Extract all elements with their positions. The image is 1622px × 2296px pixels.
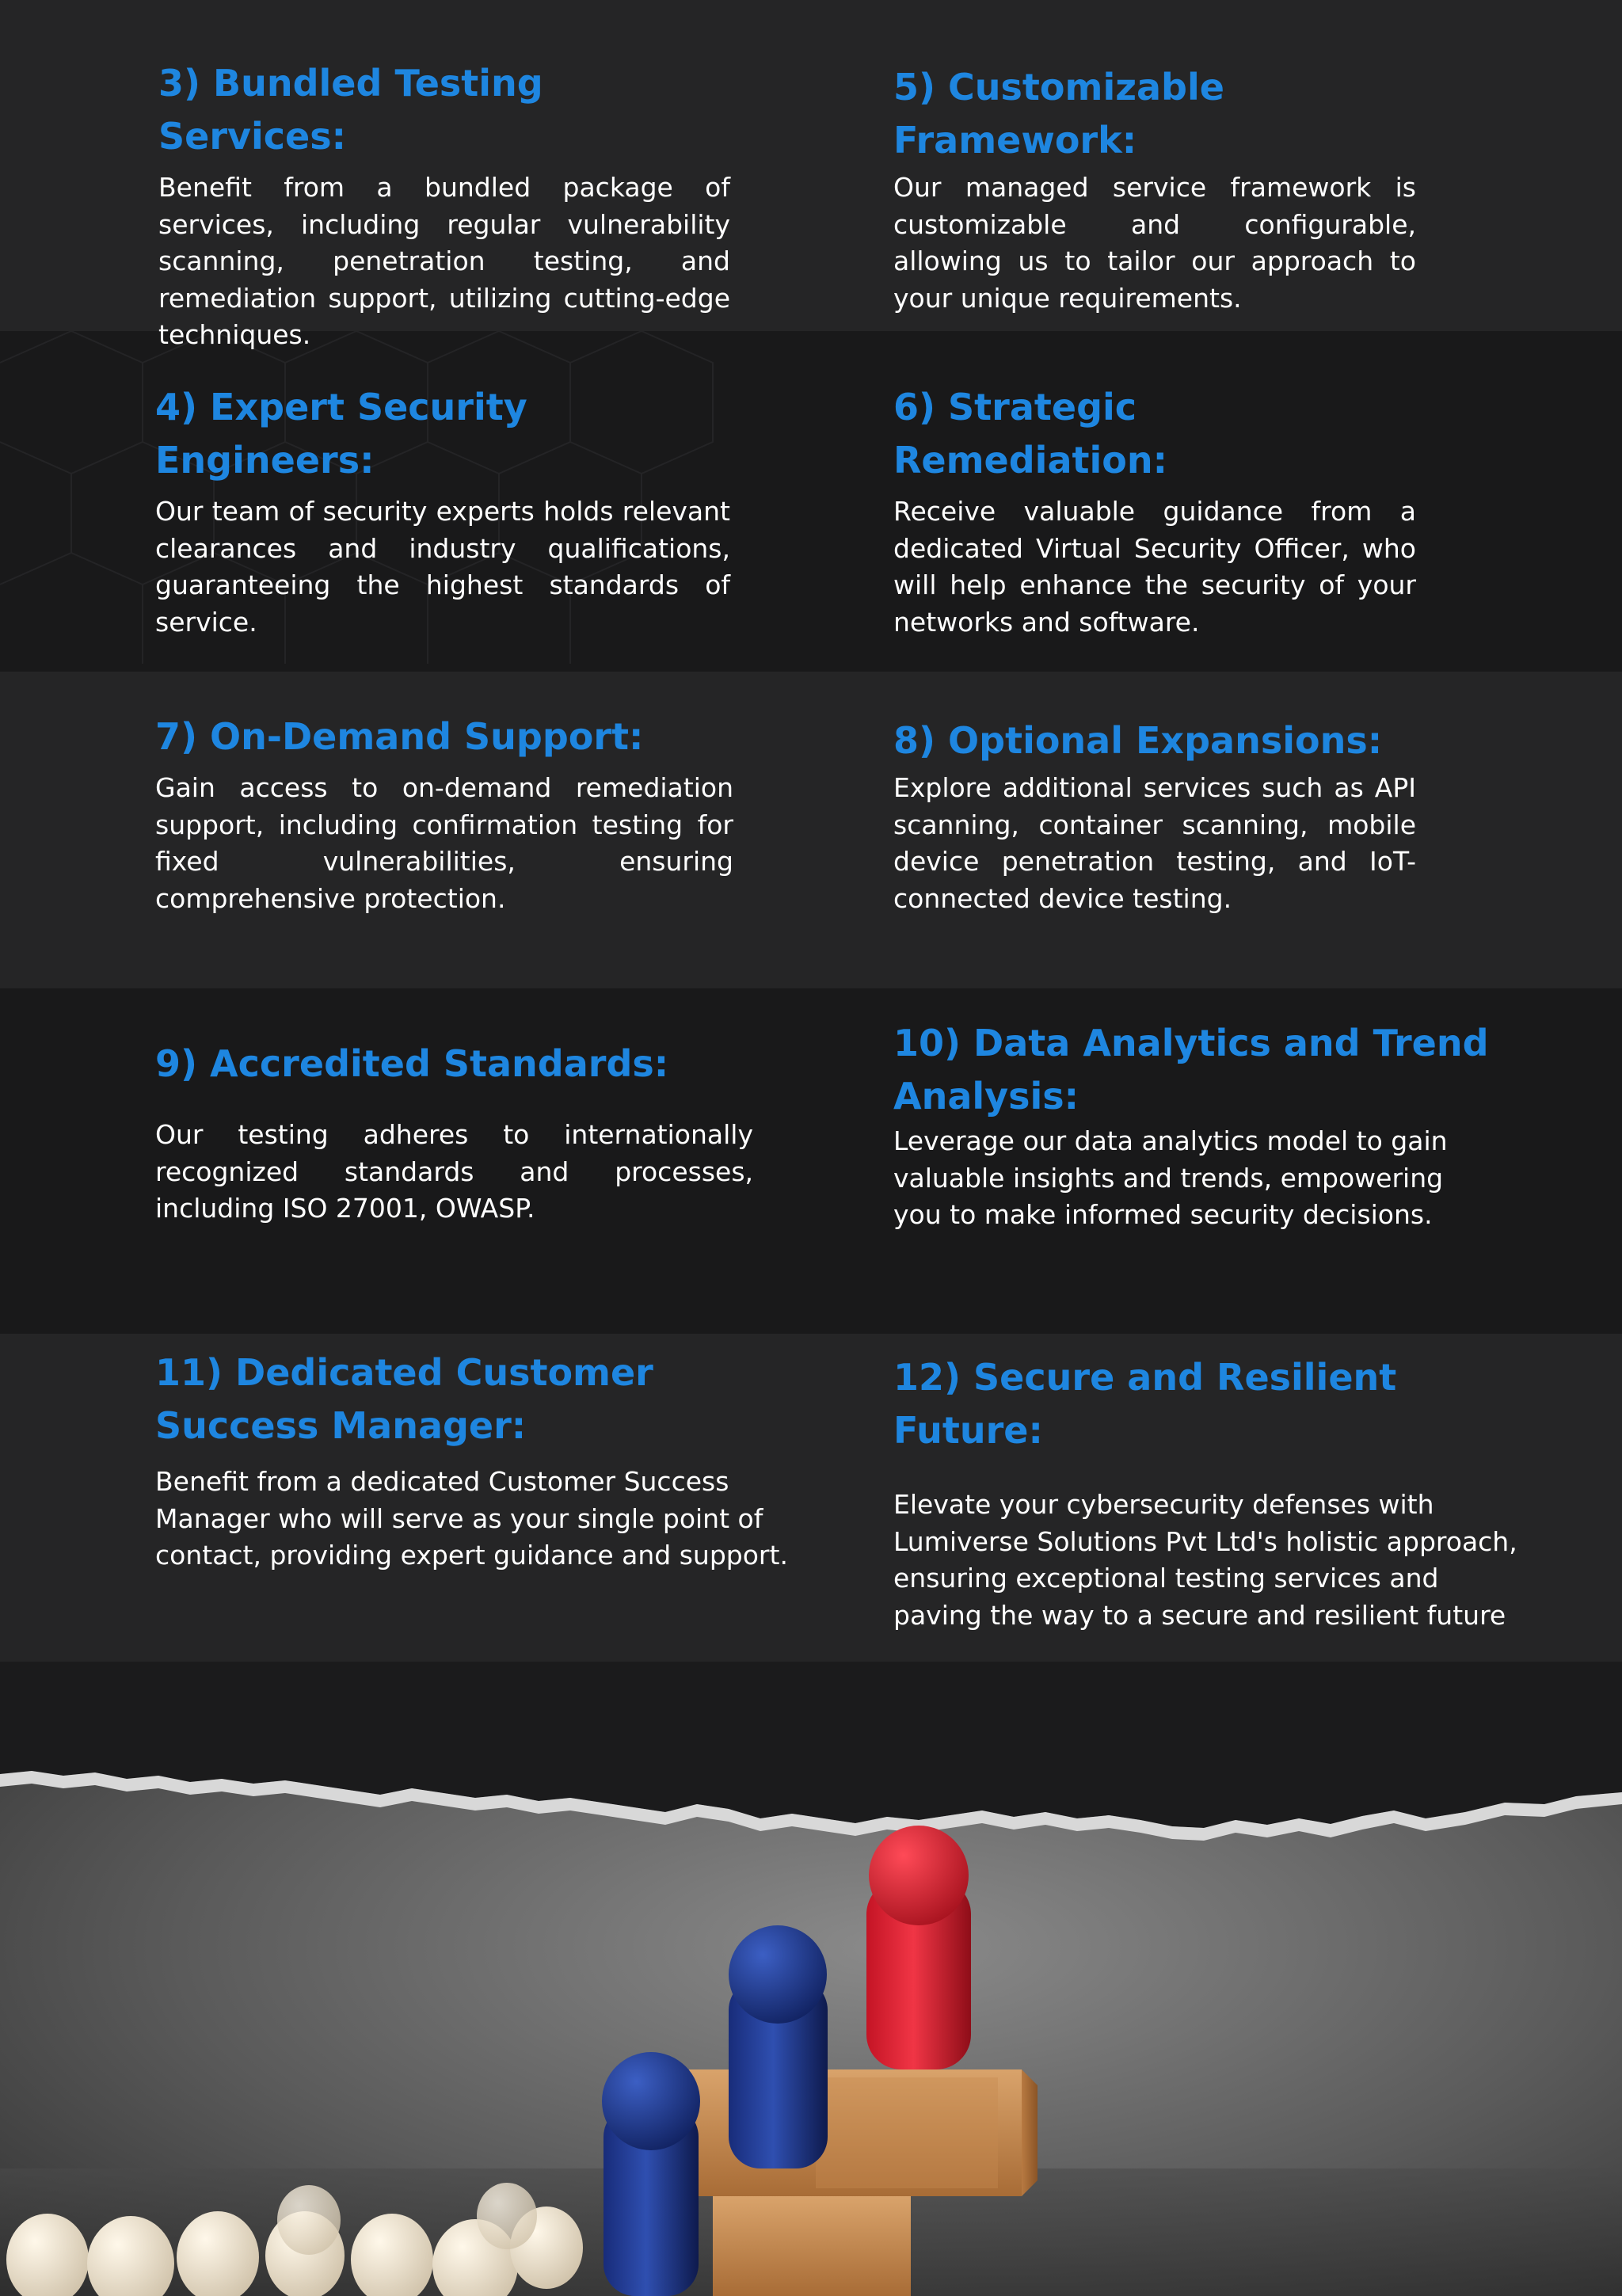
section-customer-success bbox=[155, 1346, 805, 1574]
section-title: 6) Strategic Remediation: bbox=[893, 386, 1167, 482]
section-body: Benefit from a bundled package of services, including regular vulnerability scanning, penetration testing, and remediation support, utilizing cutting-edge techniques. bbox=[158, 172, 730, 350]
section-body: Gain access to on-demand remediation support, including confirmation testing for fixed vulnerabilities, ensuring comprehensive protection. bbox=[155, 772, 733, 914]
section-title: 9) Accredited Standards: bbox=[155, 1042, 669, 1085]
section-body: Our team of security experts holds relevant clearances and industry qualifications, guaranteeing the highest standards of service. bbox=[155, 496, 730, 638]
section-title: 4) Expert Security Engineers: bbox=[155, 386, 527, 482]
section-optional-expansions bbox=[893, 714, 1416, 917]
section-title: 10) Data Analytics and Trend Analysis: bbox=[893, 1022, 1489, 1118]
section-body: Elevate your cybersecurity defenses with Lumiverse Solutions Pvt Ltd's holistic approach, ensuring exceptional testing services and paving the way to a secure and resilient future bbox=[893, 1489, 1517, 1631]
section-customizable-framework bbox=[893, 61, 1416, 317]
section-body: Explore additional services such as API scanning, container scanning, mobile device penetration testing, and IoT-connected device testing. bbox=[893, 772, 1416, 914]
section-title: 11) Dedicated Customer Success Manager: bbox=[155, 1351, 653, 1447]
section-strategic-remediation bbox=[893, 381, 1416, 641]
section-body: Our testing adheres to internationally recognized standards and processes, including ISO 27001, OWASP. bbox=[155, 1119, 753, 1224]
section-body: Leverage our data analytics model to gain valuable insights and trends, empowering you to make informed security decisions. bbox=[893, 1125, 1448, 1230]
section-on-demand-support bbox=[155, 710, 733, 917]
section-data-analytics bbox=[893, 1017, 1495, 1234]
section-expert-engineers bbox=[155, 381, 730, 641]
section-accredited-standards bbox=[155, 1038, 753, 1228]
section-body: Our managed service framework is customizable and configurable, allowing us to tailor our approach to your unique requirements. bbox=[893, 172, 1416, 314]
section-bundled-testing bbox=[158, 57, 730, 354]
section-title: 12) Secure and Resilient Future: bbox=[893, 1356, 1397, 1452]
section-title: 7) On-Demand Support: bbox=[155, 715, 644, 758]
section-body: Receive valuable guidance from a dedicated Virtual Security Officer, who will help enhance the security of your networks and software. bbox=[893, 496, 1416, 638]
section-title: 8) Optional Expansions: bbox=[893, 719, 1383, 762]
section-title: 5) Customizable Framework: bbox=[893, 66, 1224, 162]
section-title: 3) Bundled Testing Services: bbox=[158, 62, 543, 158]
section-body: Benefit from a dedicated Customer Success Manager who will serve as your single point of contact, providing expert guidance and support. bbox=[155, 1466, 788, 1571]
leadership-pawns-photo bbox=[0, 1662, 1622, 2296]
section-secure-future bbox=[893, 1351, 1543, 1634]
